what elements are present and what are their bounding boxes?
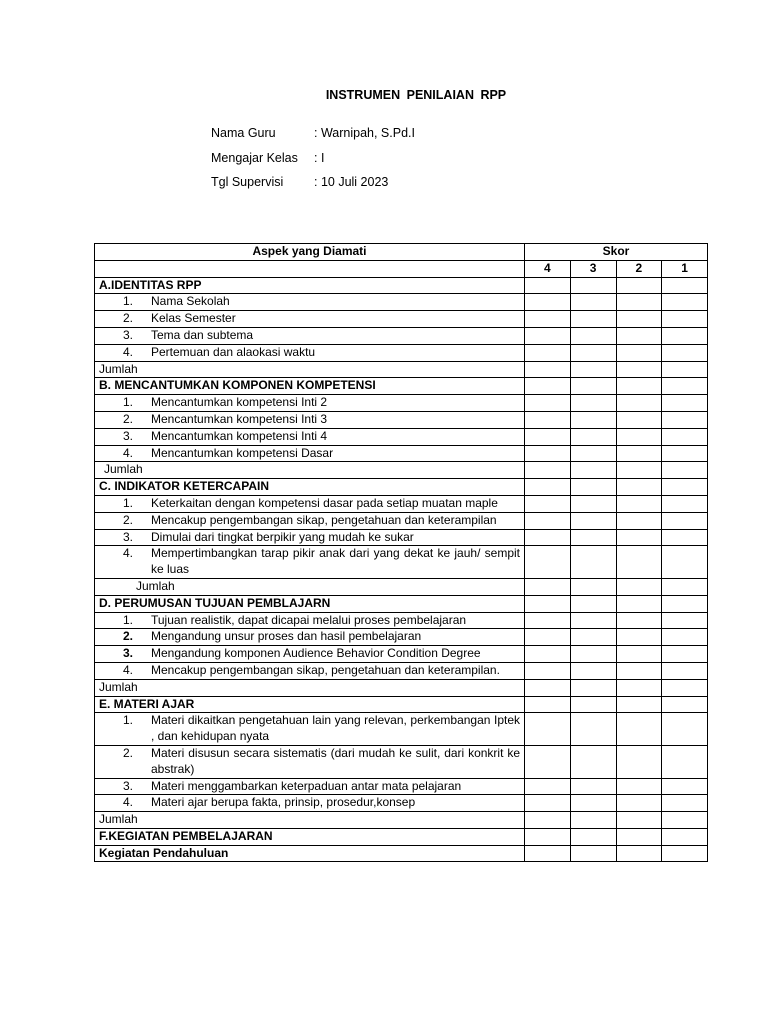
info-label: Mengajar Kelas bbox=[211, 150, 298, 165]
list-item bbox=[99, 779, 520, 795]
score-cell-1[interactable] bbox=[662, 546, 708, 579]
list-item bbox=[99, 311, 520, 327]
table-row bbox=[95, 745, 708, 778]
score-cell-3[interactable] bbox=[570, 629, 616, 646]
score-cell-1[interactable] bbox=[662, 277, 708, 294]
total-label: Jumlah bbox=[95, 812, 525, 829]
aspect-cell bbox=[95, 778, 525, 795]
item-number: 1. bbox=[123, 713, 134, 728]
score-cell-4[interactable] bbox=[525, 311, 571, 328]
list-item bbox=[99, 629, 520, 645]
score-cell-2[interactable] bbox=[616, 294, 662, 311]
list-item bbox=[99, 546, 520, 578]
score-cell-4[interactable] bbox=[525, 411, 571, 428]
score-cell-4[interactable] bbox=[525, 578, 571, 595]
item-text: Mempertimbangkan tarap pikir anak dari yang dekat ke jauh/ sempit ke luas bbox=[151, 546, 520, 577]
score-cell-4[interactable] bbox=[525, 778, 571, 795]
score-cell-2[interactable] bbox=[616, 428, 662, 445]
item-number: 1. bbox=[123, 495, 134, 510]
aspect-cell bbox=[95, 495, 525, 512]
score-cell-3[interactable] bbox=[570, 428, 616, 445]
score-cell-3[interactable] bbox=[570, 845, 616, 862]
score-cell-4[interactable] bbox=[525, 795, 571, 812]
score-cell-2[interactable] bbox=[616, 679, 662, 696]
score-cell-4[interactable] bbox=[525, 812, 571, 829]
header-blank-cell bbox=[95, 260, 525, 277]
section-row bbox=[95, 479, 708, 496]
score-cell-1[interactable] bbox=[662, 294, 708, 311]
item-text: Mencakup pengembangan sikap, pengetahuan dan keterampilan. bbox=[151, 662, 500, 677]
page-title: INSTRUMEN PENILAIAN RPP bbox=[325, 88, 507, 102]
score-cell-3[interactable] bbox=[570, 344, 616, 361]
item-text: Keterkaitan dengan kompetensi dasar pada setiap muatan maple bbox=[151, 495, 498, 510]
info-value: : 10 Juli 2023 bbox=[314, 175, 389, 190]
score-cell-1[interactable] bbox=[662, 713, 708, 746]
subsection-row bbox=[95, 845, 708, 862]
score-cell-3[interactable] bbox=[570, 662, 616, 679]
list-item bbox=[99, 746, 520, 778]
score-cell-1[interactable] bbox=[662, 595, 708, 612]
total-label: Jumlah bbox=[95, 361, 525, 378]
table-row bbox=[95, 327, 708, 344]
info-row-nama-guru bbox=[211, 121, 415, 146]
list-item bbox=[99, 496, 520, 512]
sum-row bbox=[95, 578, 708, 595]
section-row bbox=[95, 595, 708, 612]
score-cell-4[interactable] bbox=[525, 294, 571, 311]
section-heading: A.IDENTITAS RPP bbox=[95, 277, 525, 294]
item-text: Materi menggambarkan keterpaduan antar mata pelajaran bbox=[151, 778, 462, 793]
list-item bbox=[99, 713, 520, 745]
table-row bbox=[95, 795, 708, 812]
item-text: Mencantumkan kompetensi Dasar bbox=[151, 445, 334, 460]
score-cell-1[interactable] bbox=[662, 629, 708, 646]
score-cell-1[interactable] bbox=[662, 445, 708, 462]
score-cell-3[interactable] bbox=[570, 361, 616, 378]
section-row bbox=[95, 378, 708, 395]
score-cell-3[interactable] bbox=[570, 713, 616, 746]
score-cell-1[interactable] bbox=[662, 361, 708, 378]
item-number: 4. bbox=[123, 795, 134, 810]
item-text: Materi disusun secara sistematis (dari mudah ke sulit, dari konkrit ke abstrak) bbox=[151, 745, 520, 776]
score-cell-3[interactable] bbox=[570, 696, 616, 713]
score-cell-4[interactable] bbox=[525, 629, 571, 646]
score-cell-1[interactable] bbox=[662, 828, 708, 845]
info-row-tgl-supervisi bbox=[211, 170, 415, 195]
aspect-cell bbox=[95, 546, 525, 579]
score-header-2: 2 bbox=[616, 260, 662, 277]
score-cell-3[interactable] bbox=[570, 277, 616, 294]
score-header-row bbox=[95, 260, 708, 277]
score-cell-1[interactable] bbox=[662, 311, 708, 328]
score-cell-1[interactable] bbox=[662, 812, 708, 829]
item-number: 1. bbox=[123, 294, 134, 309]
score-cell-4[interactable] bbox=[525, 546, 571, 579]
score-cell-1[interactable] bbox=[662, 395, 708, 412]
item-number: 1. bbox=[123, 395, 134, 410]
item-number: 3. bbox=[123, 327, 134, 342]
item-number: 4. bbox=[123, 546, 134, 561]
list-item bbox=[99, 613, 520, 629]
score-cell-3[interactable] bbox=[570, 646, 616, 663]
list-item bbox=[99, 530, 520, 546]
score-cell-2[interactable] bbox=[616, 778, 662, 795]
table-row bbox=[95, 344, 708, 361]
score-cell-2[interactable] bbox=[616, 845, 662, 862]
score-cell-3[interactable] bbox=[570, 595, 616, 612]
score-cell-1[interactable] bbox=[662, 479, 708, 496]
aspect-cell bbox=[95, 445, 525, 462]
aspect-cell bbox=[95, 629, 525, 646]
score-cell-2[interactable] bbox=[616, 662, 662, 679]
sum-row bbox=[95, 462, 708, 479]
score-cell-2[interactable] bbox=[616, 828, 662, 845]
header-skor: Skor bbox=[525, 244, 708, 261]
score-cell-1[interactable] bbox=[662, 646, 708, 663]
total-label: Jumlah bbox=[95, 462, 525, 479]
table-row bbox=[95, 646, 708, 663]
score-cell-1[interactable] bbox=[662, 778, 708, 795]
score-cell-3[interactable] bbox=[570, 612, 616, 629]
section-row bbox=[95, 828, 708, 845]
list-item bbox=[99, 294, 520, 310]
list-item bbox=[99, 646, 520, 662]
item-text: Pertemuan dan alaokasi waktu bbox=[151, 344, 316, 359]
score-cell-4[interactable] bbox=[525, 679, 571, 696]
item-number: 3. bbox=[123, 646, 134, 661]
score-cell-3[interactable] bbox=[570, 462, 616, 479]
item-text: Mengandung komponen Audience Behavior Condition Degree bbox=[151, 646, 481, 661]
info-label: Nama Guru bbox=[211, 126, 276, 141]
table-row bbox=[95, 495, 708, 512]
aspect-cell bbox=[95, 795, 525, 812]
aspect-cell bbox=[95, 713, 525, 746]
item-number: 2. bbox=[123, 629, 134, 644]
header-row bbox=[95, 244, 708, 261]
item-text: Materi ajar berupa fakta, prinsip, prosedur,konsep bbox=[151, 795, 416, 810]
info-row-mengajar-kelas bbox=[211, 146, 415, 171]
score-cell-3[interactable] bbox=[570, 795, 616, 812]
list-item bbox=[99, 328, 520, 344]
aspect-cell bbox=[95, 311, 525, 328]
info-label: Tgl Supervisi bbox=[211, 175, 284, 190]
score-cell-4[interactable] bbox=[525, 696, 571, 713]
table-row bbox=[95, 662, 708, 679]
score-cell-4[interactable] bbox=[525, 277, 571, 294]
score-cell-1[interactable] bbox=[662, 495, 708, 512]
score-cell-2[interactable] bbox=[616, 277, 662, 294]
table-row bbox=[95, 428, 708, 445]
score-cell-1[interactable] bbox=[662, 462, 708, 479]
score-cell-1[interactable] bbox=[662, 745, 708, 778]
score-cell-2[interactable] bbox=[616, 479, 662, 496]
score-cell-4[interactable] bbox=[525, 462, 571, 479]
score-cell-1[interactable] bbox=[662, 845, 708, 862]
info-value: : Warnipah, S.Pd.I bbox=[314, 126, 415, 141]
table-row bbox=[95, 529, 708, 546]
list-item bbox=[99, 395, 520, 411]
score-cell-4[interactable] bbox=[525, 428, 571, 445]
score-cell-3[interactable] bbox=[570, 445, 616, 462]
score-cell-2[interactable] bbox=[616, 462, 662, 479]
score-cell-2[interactable] bbox=[616, 745, 662, 778]
item-number: 3. bbox=[123, 428, 134, 443]
score-cell-3[interactable] bbox=[570, 529, 616, 546]
section-heading: E. MATERI AJAR bbox=[95, 696, 525, 713]
item-text: Tujuan realistik, dapat dicapai melalui proses pembelajaran bbox=[151, 612, 467, 627]
score-cell-3[interactable] bbox=[570, 546, 616, 579]
table-row bbox=[95, 713, 708, 746]
table-row bbox=[95, 311, 708, 328]
item-text: Materi dikaitkan pengetahuan lain yang relevan, perkembangan Iptek , dan kehidupan nyata bbox=[151, 713, 520, 744]
score-cell-3[interactable] bbox=[570, 812, 616, 829]
score-cell-2[interactable] bbox=[616, 795, 662, 812]
score-cell-2[interactable] bbox=[616, 512, 662, 529]
score-cell-4[interactable] bbox=[525, 646, 571, 663]
score-cell-2[interactable] bbox=[616, 529, 662, 546]
score-cell-2[interactable] bbox=[616, 546, 662, 579]
score-header-1: 1 bbox=[662, 260, 708, 277]
item-number: 3. bbox=[123, 778, 134, 793]
score-cell-3[interactable] bbox=[570, 512, 616, 529]
aspect-cell bbox=[95, 646, 525, 663]
score-cell-4[interactable] bbox=[525, 845, 571, 862]
section-heading: C. INDIKATOR KETERCAPAIN bbox=[95, 479, 525, 496]
item-text: Tema dan subtema bbox=[151, 327, 254, 342]
score-cell-4[interactable] bbox=[525, 479, 571, 496]
score-cell-2[interactable] bbox=[616, 595, 662, 612]
aspect-cell bbox=[95, 344, 525, 361]
score-cell-1[interactable] bbox=[662, 679, 708, 696]
item-text: Mencantumkan kompetensi Inti 3 bbox=[151, 411, 328, 426]
score-cell-3[interactable] bbox=[570, 327, 616, 344]
score-cell-2[interactable] bbox=[616, 411, 662, 428]
header-aspek: Aspek yang Diamati bbox=[95, 244, 525, 261]
item-text: Mencantumkan kompetensi Inti 4 bbox=[151, 428, 328, 443]
score-cell-3[interactable] bbox=[570, 311, 616, 328]
score-cell-3[interactable] bbox=[570, 395, 616, 412]
score-header-3: 3 bbox=[570, 260, 616, 277]
table-row bbox=[95, 629, 708, 646]
score-cell-4[interactable] bbox=[525, 512, 571, 529]
score-cell-1[interactable] bbox=[662, 612, 708, 629]
total-label: Jumlah bbox=[95, 679, 525, 696]
score-cell-2[interactable] bbox=[616, 696, 662, 713]
item-number: 2. bbox=[123, 745, 134, 760]
score-cell-4[interactable] bbox=[525, 745, 571, 778]
item-text: Mengandung unsur proses dan hasil pembelajaran bbox=[151, 629, 422, 644]
score-cell-1[interactable] bbox=[662, 428, 708, 445]
score-cell-1[interactable] bbox=[662, 411, 708, 428]
score-cell-3[interactable] bbox=[570, 828, 616, 845]
item-number: 4. bbox=[123, 344, 134, 359]
score-cell-2[interactable] bbox=[616, 327, 662, 344]
score-cell-3[interactable] bbox=[570, 378, 616, 395]
list-item bbox=[99, 663, 520, 679]
item-number: 4. bbox=[123, 662, 134, 677]
score-header-4: 4 bbox=[525, 260, 571, 277]
score-cell-2[interactable] bbox=[616, 311, 662, 328]
aspect-cell bbox=[95, 294, 525, 311]
aspect-cell bbox=[95, 411, 525, 428]
score-cell-3[interactable] bbox=[570, 495, 616, 512]
list-item bbox=[99, 345, 520, 361]
assessment-table bbox=[94, 243, 708, 862]
score-cell-4[interactable] bbox=[525, 378, 571, 395]
score-cell-1[interactable] bbox=[662, 327, 708, 344]
score-cell-1[interactable] bbox=[662, 512, 708, 529]
score-cell-2[interactable] bbox=[616, 812, 662, 829]
score-cell-4[interactable] bbox=[525, 713, 571, 746]
score-cell-1[interactable] bbox=[662, 662, 708, 679]
score-cell-4[interactable] bbox=[525, 344, 571, 361]
list-item bbox=[99, 412, 520, 428]
score-cell-2[interactable] bbox=[616, 361, 662, 378]
score-cell-4[interactable] bbox=[525, 495, 571, 512]
item-number: 1. bbox=[123, 612, 134, 627]
section-heading: D. PERUMUSAN TUJUAN PEMBLAJARN bbox=[95, 595, 525, 612]
item-number: 4. bbox=[123, 445, 134, 460]
score-cell-3[interactable] bbox=[570, 479, 616, 496]
score-cell-3[interactable] bbox=[570, 778, 616, 795]
sum-row bbox=[95, 812, 708, 829]
info-value: : I bbox=[314, 150, 325, 165]
item-text: Mencantumkan kompetensi Inti 2 bbox=[151, 395, 328, 410]
item-number: 2. bbox=[123, 311, 134, 326]
table-row bbox=[95, 546, 708, 579]
score-cell-2[interactable] bbox=[616, 445, 662, 462]
item-text: Nama Sekolah bbox=[151, 294, 230, 309]
table-row bbox=[95, 445, 708, 462]
table-row bbox=[95, 294, 708, 311]
table-row bbox=[95, 778, 708, 795]
item-number: 3. bbox=[123, 529, 134, 544]
score-cell-1[interactable] bbox=[662, 344, 708, 361]
item-number: 2. bbox=[123, 512, 134, 527]
score-cell-3[interactable] bbox=[570, 679, 616, 696]
score-cell-3[interactable] bbox=[570, 294, 616, 311]
score-cell-2[interactable] bbox=[616, 395, 662, 412]
table-row bbox=[95, 512, 708, 529]
score-cell-4[interactable] bbox=[525, 595, 571, 612]
section-row bbox=[95, 277, 708, 294]
table-row bbox=[95, 612, 708, 629]
score-cell-1[interactable] bbox=[662, 795, 708, 812]
sum-row bbox=[95, 361, 708, 378]
subsection-heading: Kegiatan Pendahuluan bbox=[95, 845, 525, 862]
aspect-cell bbox=[95, 662, 525, 679]
item-text: Mencakup pengembangan sikap, pengetahuan dan keterampilan bbox=[151, 512, 497, 527]
score-cell-1[interactable] bbox=[662, 578, 708, 595]
score-cell-3[interactable] bbox=[570, 745, 616, 778]
score-cell-4[interactable] bbox=[525, 529, 571, 546]
aspect-cell bbox=[95, 428, 525, 445]
aspect-cell bbox=[95, 745, 525, 778]
teacher-info bbox=[211, 121, 415, 195]
list-item bbox=[99, 429, 520, 445]
item-text: Kelas Semester bbox=[151, 311, 236, 326]
item-number: 2. bbox=[123, 411, 134, 426]
score-cell-2[interactable] bbox=[616, 378, 662, 395]
score-cell-3[interactable] bbox=[570, 578, 616, 595]
score-cell-4[interactable] bbox=[525, 327, 571, 344]
score-cell-1[interactable] bbox=[662, 529, 708, 546]
score-cell-1[interactable] bbox=[662, 378, 708, 395]
score-cell-2[interactable] bbox=[616, 495, 662, 512]
list-item bbox=[99, 446, 520, 462]
list-item bbox=[99, 513, 520, 529]
score-cell-3[interactable] bbox=[570, 411, 616, 428]
score-cell-2[interactable] bbox=[616, 629, 662, 646]
score-cell-4[interactable] bbox=[525, 662, 571, 679]
aspect-cell bbox=[95, 512, 525, 529]
score-cell-2[interactable] bbox=[616, 612, 662, 629]
score-cell-1[interactable] bbox=[662, 696, 708, 713]
score-cell-4[interactable] bbox=[525, 445, 571, 462]
score-cell-4[interactable] bbox=[525, 395, 571, 412]
list-item bbox=[99, 795, 520, 811]
score-cell-2[interactable] bbox=[616, 713, 662, 746]
aspect-cell bbox=[95, 327, 525, 344]
table-row bbox=[95, 411, 708, 428]
score-cell-2[interactable] bbox=[616, 344, 662, 361]
score-cell-4[interactable] bbox=[525, 828, 571, 845]
sum-row bbox=[95, 679, 708, 696]
section-heading: B. MENCANTUMKAN KOMPONEN KOMPETENSI bbox=[95, 378, 525, 395]
section-heading: F.KEGIATAN PEMBELAJARAN bbox=[95, 828, 525, 845]
total-label: Jumlah bbox=[95, 578, 525, 595]
aspect-cell bbox=[95, 395, 525, 412]
score-cell-2[interactable] bbox=[616, 578, 662, 595]
table-row bbox=[95, 395, 708, 412]
aspect-cell bbox=[95, 529, 525, 546]
score-cell-4[interactable] bbox=[525, 612, 571, 629]
aspect-cell bbox=[95, 612, 525, 629]
section-row bbox=[95, 696, 708, 713]
score-cell-4[interactable] bbox=[525, 361, 571, 378]
item-text: Dimulai dari tingkat berpikir yang mudah ke sukar bbox=[151, 529, 414, 544]
score-cell-2[interactable] bbox=[616, 646, 662, 663]
